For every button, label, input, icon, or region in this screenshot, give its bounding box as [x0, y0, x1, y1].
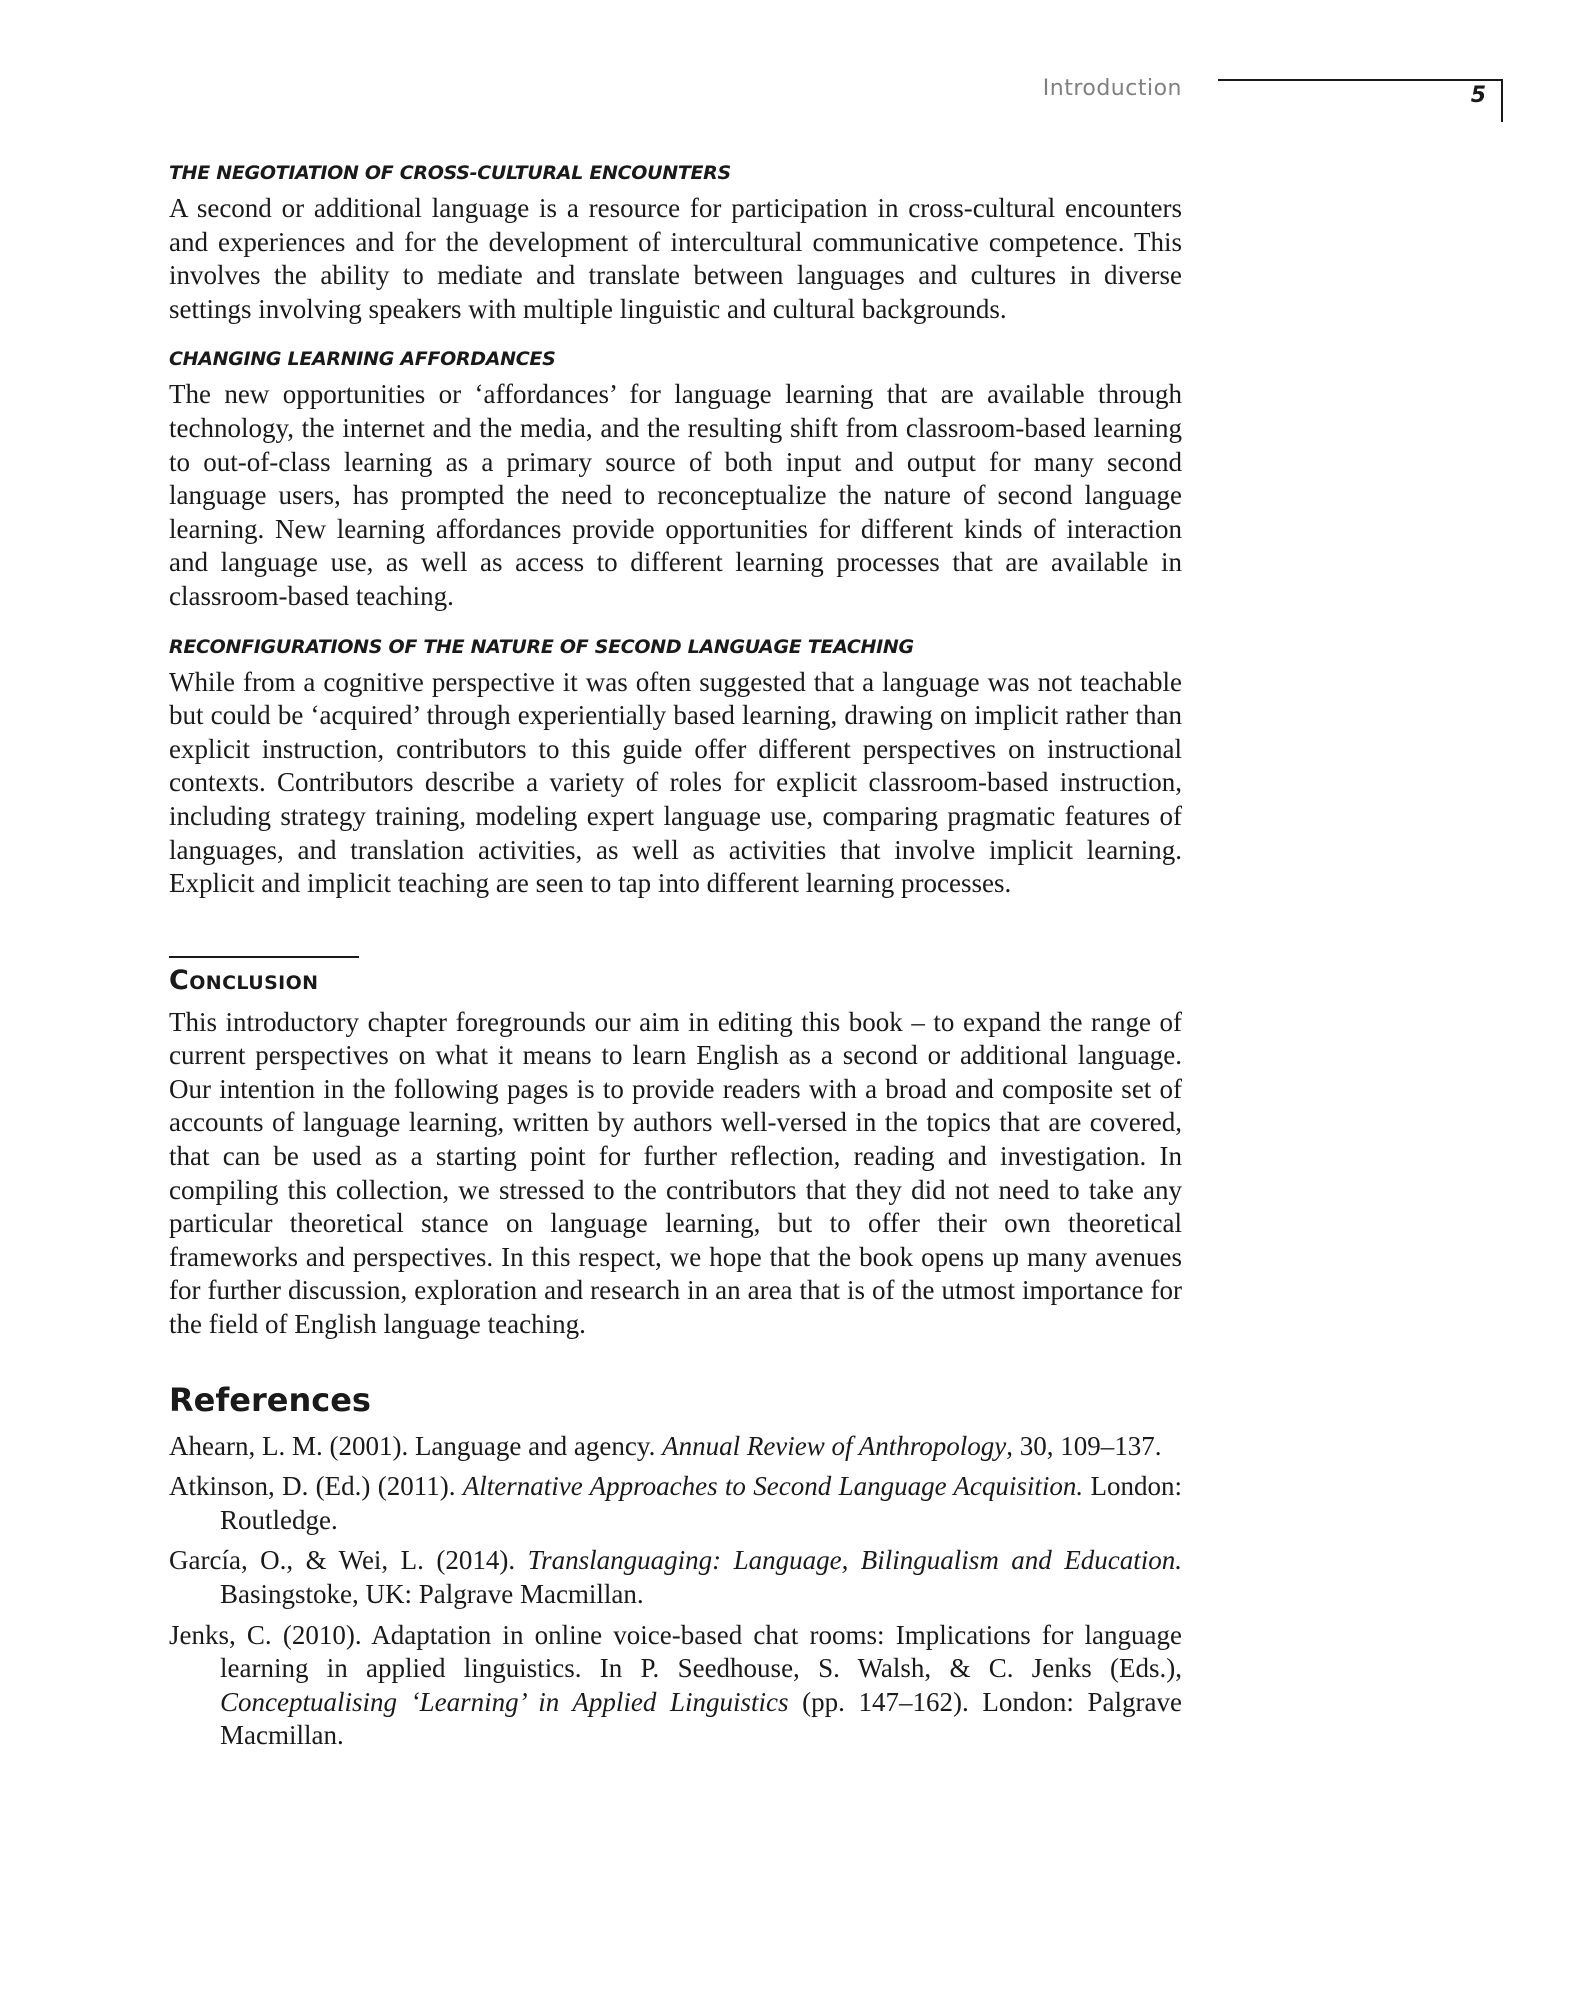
reference-title: Alternative Approaches to Second Language Acquisition. [462, 1471, 1084, 1502]
running-header-title: Introduction [1042, 76, 1182, 101]
reference-authors: Atkinson, D. (Ed.) (2011). [169, 1471, 463, 1502]
reference-details: London: Routledge. [220, 1471, 1182, 1535]
reference-item [169, 1470, 1182, 1537]
section-heading: THE NEGOTIATION OF CROSS-CULTURAL ENCOUNTERS [169, 162, 731, 184]
reference-title: Annual Review of Anthropology [662, 1430, 1007, 1461]
header-rule [1218, 79, 1503, 81]
reference-title: Conceptualising ‘Learning’ in Applied Linguistics [220, 1686, 789, 1717]
reference-authors: Jenks, C. (2010). Adaptation in online voice-based chat rooms: Implications for language learning in applied linguistics. In P. Seedhouse, S. Walsh, & C. Jenks (Eds.), [169, 1619, 1182, 1684]
page-number: 5 [1470, 83, 1486, 108]
reference-details: , 30, 109–137. [1006, 1430, 1162, 1461]
header-vertical-rule [1501, 79, 1503, 122]
section-paragraph: The new opportunities or ‘affordances’ for language learning that are available through technology, the internet and the media, and the resulting shift from classroom-based learning to out-of-class learning as a primary source of both input and output for many second language users, has prompted the need to reconceptualize the nature of second language learning. New learning affordances provide opportunities for different kinds of interaction and language use, as well as access to different learning processes that are available in classroom-based teaching. [169, 379, 1182, 611]
reference-title: Translanguaging: Language, Bilingualism and Education. [527, 1545, 1182, 1576]
section-paragraph: A second or additional language is a resource for participation in cross-cultural encounters and experiences and for the development of intercultural communicative competence. This involves the ability to mediate and translate between languages and cultures in diverse settings involving speakers with multiple linguistic and cultural backgrounds. [169, 193, 1182, 324]
section-paragraph: While from a cognitive perspective it was often suggested that a language was not teachable but could be ‘acquired’ through experientially based learning, drawing on implicit rather than explicit instruction, contributors to this guide offer different perspectives on instructional contexts. Contributors describe a variety of roles for explicit classroom-based instruction, including strategy training, modeling expert language use, comparing pragmatic features of languages, and translation activities, as well as activities that involve implicit learning. Explicit and implicit teaching are seen to tap into different learning processes. [169, 666, 1182, 899]
reference-details: Basingstoke, UK: Palgrave Macmillan. [220, 1579, 644, 1609]
reference-item [169, 1544, 1182, 1611]
reference-details: (pp. 147–162). London: Palgrave Macmillan. [220, 1686, 1182, 1751]
references-heading: References [169, 1380, 371, 1419]
conclusion-rule [169, 956, 359, 958]
reference-authors: García, O., & Wei, L. (2014). [169, 1545, 528, 1576]
reference-item [169, 1430, 1182, 1464]
reference-item [169, 1619, 1182, 1753]
section-heading: RECONFIGURATIONS OF THE NATURE OF SECOND LANGUAGE TEACHING [169, 635, 914, 658]
text-column [169, 160, 1182, 1760]
conclusion-paragraph: This introductory chapter foregrounds our aim in editing this book – to expand the range of current perspectives on what it means to learn English as a second or additional language. Our intention in the following pages is to provide readers with a broad and composite set of accounts of language learning, written by authors well-versed in the topics that are covered, that can be used as a starting point for further reflection, reading and investigation. In compiling this collection, we stressed to the contributors that they did not need to take any particular theoretical stance on language learning, but to offer their own theoretical frameworks and perspectives. In this respect, we hope that the book opens up many avenues for further discussion, exploration and research in an area that is of the utmost importance for the field of English language teaching. [169, 1006, 1182, 1340]
section-heading: CHANGING LEARNING AFFORDANCES [169, 348, 556, 371]
conclusion-heading: Conclusion [169, 964, 319, 996]
reference-authors: Ahearn, L. M. (2001). Language and agency. [169, 1430, 663, 1461]
